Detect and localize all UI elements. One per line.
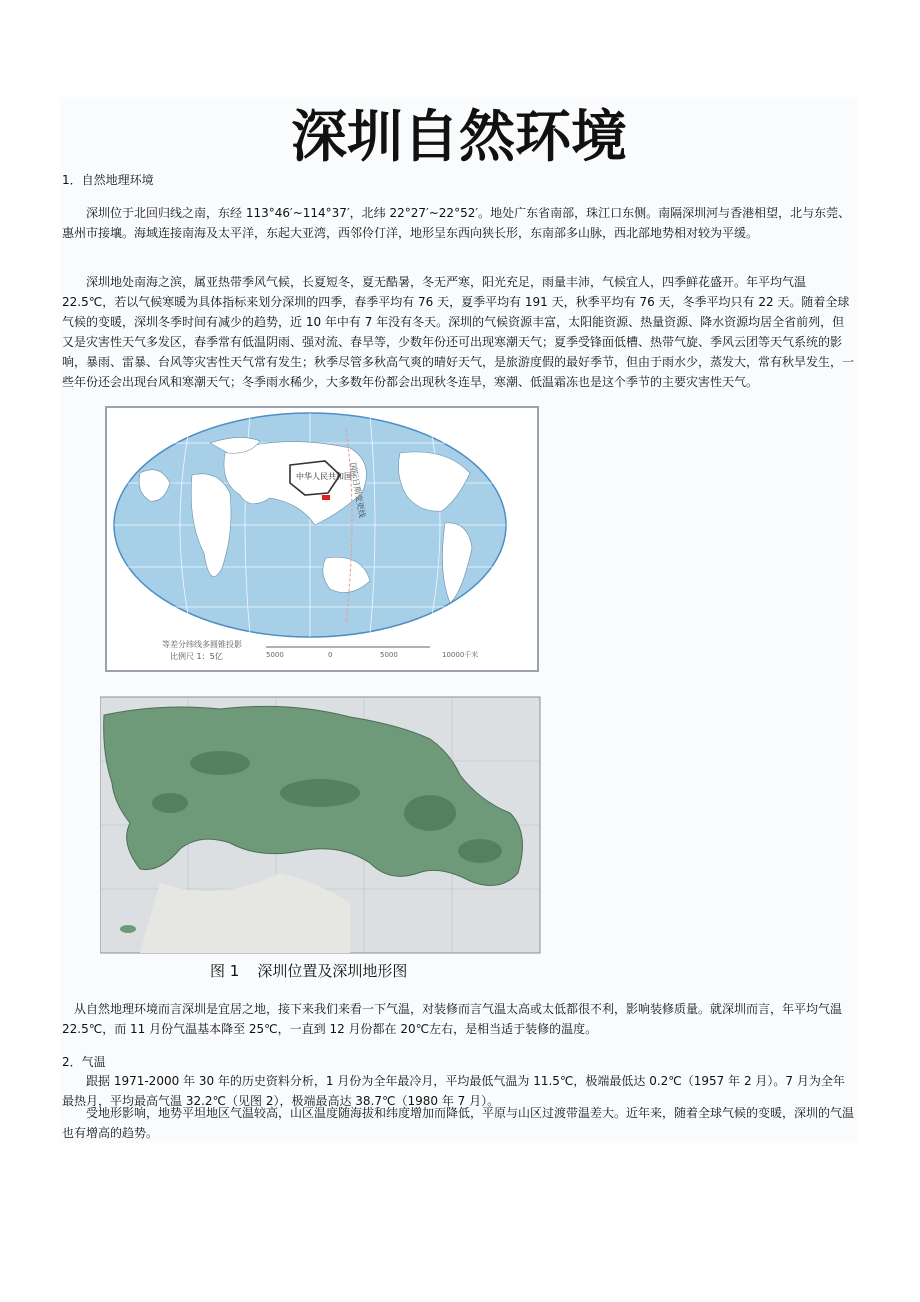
map-title: 等差分纬线多圆锥投影: [162, 640, 242, 649]
section-1-heading: 1．自然地理环境: [62, 173, 154, 187]
document-title: 深圳自然环境: [291, 104, 627, 170]
caption-text: 深圳位置及深圳地形图: [257, 962, 408, 980]
china-label: 中华人民共和国: [296, 472, 352, 481]
section-2-heading: 2．气温: [62, 1055, 106, 1069]
scale-label-1: 0: [328, 651, 333, 659]
dateline-label: 国际日期变更线: [348, 461, 367, 519]
paragraph-temperature-history: 跟据 1971-2000 年 30 年的历史资料分析，1 月份为全年最冷月，平均最低气温为 11.5℃，极端最低达 0.2℃（1957 年 2 月）。7 月为全年最热月，平均最高气温 32.2℃（见图 2），极端最高达 38.7℃（1980 年 7 月）。: [62, 1074, 845, 1108]
figure-1-graphic: [100, 403, 550, 983]
caption-number: 图 1: [210, 962, 240, 980]
scale-label-3: 10000千米: [442, 651, 479, 659]
paragraph-climate: 深圳地处南海之滨，属亚热带季风气候，长夏短冬，夏无酷暑，冬无严寒，阳光充足，雨量丰沛，气候宜人，四季鲜花盛开。年平均气温 22.5℃，若以气候寒暖为具体指标来划分深圳的四季，春季平均有 76 天，夏季平均有 191 天，秋季平均有 76 天，冬季平均只有 22 天。随着全球气候的变暖，深圳冬季时间有减少的趋势，近 10 年中有 7 年没有冬天。深圳的气候资源丰富，太阳能资源、热量资源、降水资源均居全省前列，但又是灾害性天气多发区，春季常有低温阴雨、强对流、春旱等，少数年份还可出现寒潮天气；夏季受锋面低槽、热带气旋、季风云团等天气系统的影响，暴雨、雷暴、台风等灾害性天气常有发生；秋季尽管多秋高气爽的晴好天气，是旅游度假的最好季节，但由于雨水少，蒸发大，常有秋旱发生，一些年份还会出现台风和寒潮天气；冬季雨水稀少，大多数年份都会出现秋冬连旱，寒潮、低温霜冻也是这个季节的主要灾害性天气。: [62, 275, 855, 389]
scale-label-2: 5000: [380, 651, 398, 659]
document-page: [60, 97, 858, 1143]
figure-1: [100, 403, 550, 983]
paragraph-location: 深圳位于北回归线之南，东经 113°46′~114°37′，北纬 22°27′~22°52′。地处广东省南部，珠江口东侧。南隔深圳河与香港相望，北与东莞、惠州市接壤。海域连接南海及太平洋，东起大亚湾，西邻伶仃洋，地形呈东西向狭长形，东南部多山脉，西北部地势相对较为平缓。: [62, 206, 851, 240]
island: [120, 925, 136, 933]
scale-label-0: 5000: [266, 651, 284, 659]
paragraph-renovation: 从自然地理环境而言深圳是宜居之地，接下来我们来看一下气温，对装修而言气温太高或太低都很不利，影响装修质量。就深圳而言，年平均气温 22.5℃，而 11 月份气温基本降至 25℃，一直到 12 月份都在 20℃左右，是相当适于装修的温度。: [62, 1002, 843, 1036]
shenzhen-marker: [322, 495, 330, 500]
figure-1-caption: [210, 961, 425, 981]
paragraph-temperature-terrain: 受地形影响，地势平坦地区气温较高，山区温度随海拔和纬度增加而降低，平原与山区过渡带温差大。近年来，随着全球气候的变暖，深圳的气温也有增高的趋势。: [62, 1106, 855, 1140]
map-scale: 比例尺 1：5亿: [170, 652, 223, 661]
